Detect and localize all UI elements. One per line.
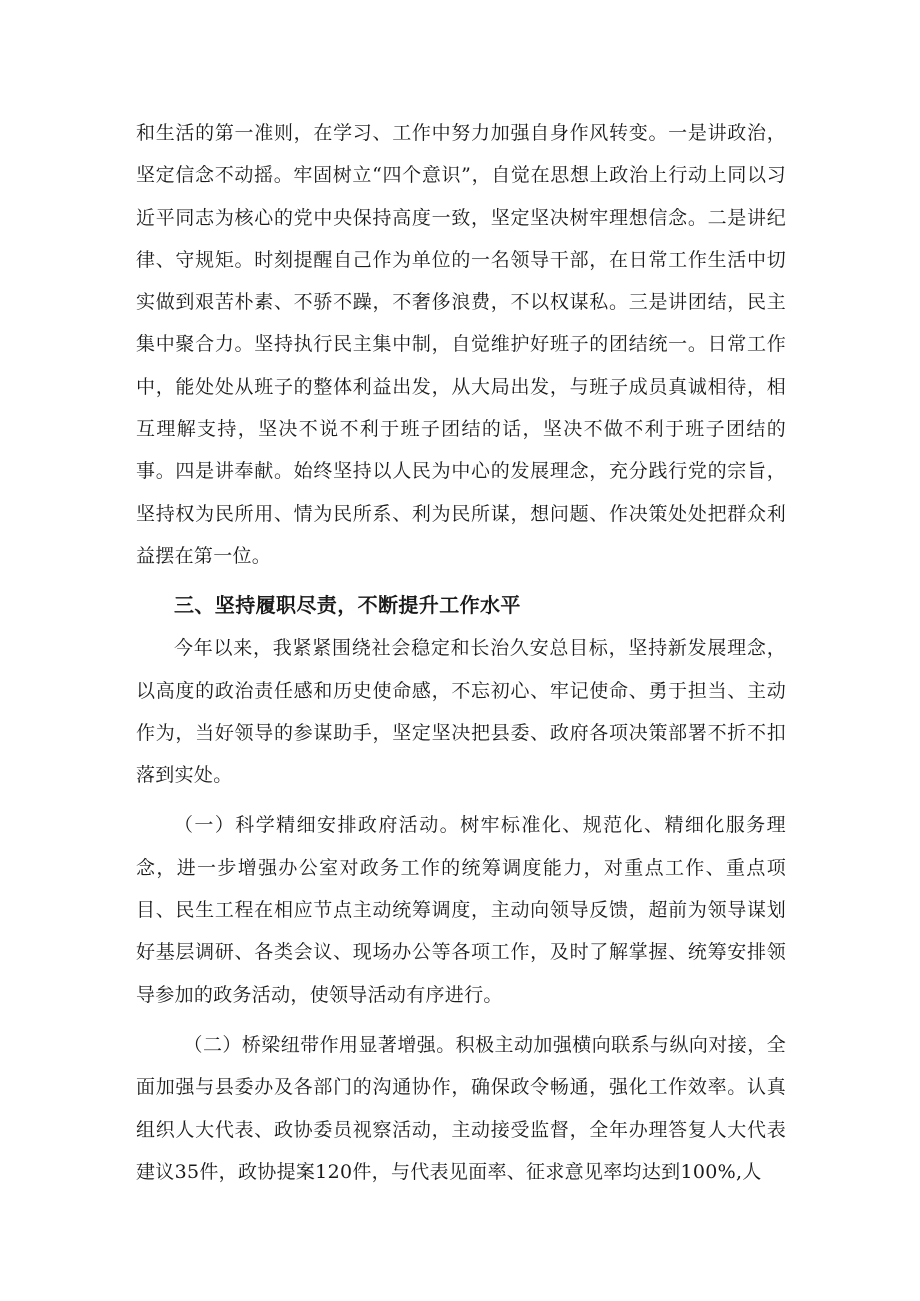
paragraph-intro: 今年以来，我紧紧围绕社会稳定和长治久安总目标，坚持新发展理念，以高度的政治责任感和历史使命感，不忘初心、牢记使命、勇于担当、主动作为，当好领导的参谋助手，坚定坚决把县委、政府各项决策部署不折不扣落到实处。 xyxy=(136,637,786,787)
paragraph-item-2: （二）桥梁纽带作用显著增强。积极主动加强横向联系与纵向对接，全面加强与县委办及各部门的沟通协作，确保政令畅通，强化工作效率。认真组织人大代表、政协委员视察活动，主动接受监督，全年办理答复人大代表建议35件，政协提案120件，与代表见面率、征求意见率均达到100%,人 xyxy=(136,1033,786,1183)
document-body xyxy=(136,112,786,1193)
paragraph-item-1: （一）科学精细安排政府活动。树牢标准化、规范化、精细化服务理念，进一步增强办公室对政务工作的统筹调度能力，对重点工作、重点项目、民生工程在相应节点主动统筹调度，主动向领导反馈，超前为领导谋划好基层调研、各类会议、现场办公等各项工作，及时了解掌握、统筹安排领导参加的政务活动，使领导活动有序进行。 xyxy=(136,814,786,1006)
paragraph-gap xyxy=(136,796,786,804)
section-heading-3: 三、坚持履职尽责，不断提升工作水平 xyxy=(174,593,521,618)
paragraph-gap xyxy=(136,1016,786,1024)
paragraph-conduct: 和生活的第一准则，在学习、工作中努力加强自身作风转变。一是讲政治，坚定信念不动摇。牢固树立“四个意识”，自觉在思想上政治上行动上同以习近平同志为核心的党中央保持高度一致，坚定坚决树牢理想信念。二是讲纪律、守规矩。时刻提醒自己作为单位的一名领导干部，在日常工作生活中切实做到艰苦朴素、不骄不躁，不奢侈浪费，不以权谋私。三是讲团结，民主集中聚合力。坚持执行民主集中制，自觉维护好班子的团结统一。日常工作中，能处处从班子的整体利益出发，从大局出发，与班子成员真诚相待，相互理解支持，坚决不说不利于班子团结的话，坚决不做不利于班子团结的事。四是讲奉献。始终坚持以人民为中心的发展理念，充分践行党的宗旨，坚持权为民所用、情为民所系、利为民所谋，想问题、作决策处处把群众利益摆在第一位。 xyxy=(136,122,786,567)
